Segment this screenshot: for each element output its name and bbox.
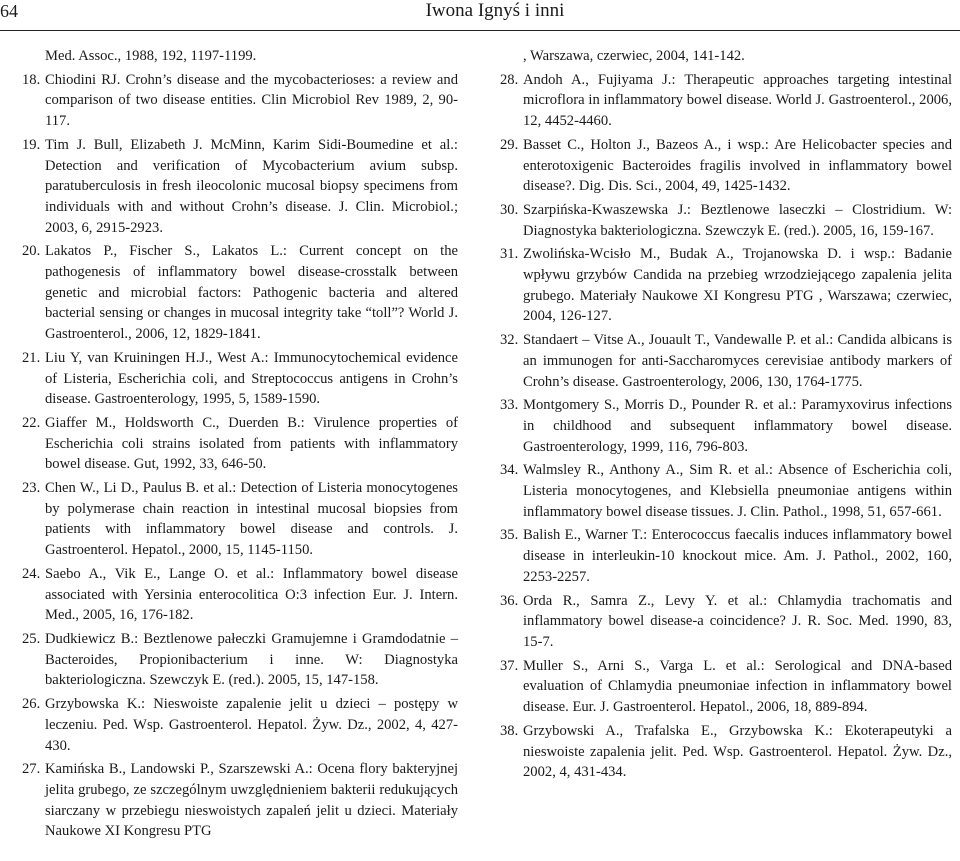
reference-text: Zwolińska-Wcisło M., Budak A., Trojanowska D. i wsp.: Badanie wpływu grzybów Candida na przebieg wrzodziejącego zapalenia jelita grubego. Materiały Naukowe XI Kongresu PTG , Warszawa; czerwiec, 2004, 126-127. (523, 246, 952, 325)
reference-number: 33. (500, 397, 519, 414)
reference-text: Kamińska B., Landowski P., Szarszewski A.: Ocena flory bakteryjnej jelita grubego, ze szczególnym uwzględnieniem bakterii redukujących siarczany w przebiegu nieswoistych zapaleń jelit u dzieci. Materiały Naukowe XI Kongresu PTG (45, 761, 458, 840)
reference-item (500, 70, 952, 132)
reference-item (22, 241, 458, 345)
reference-number: 34. (500, 462, 519, 479)
reference-text: Liu Y, van Kruiningen H.J., West A.: Immunocytochemical evidence of Listeria, Escherichia coli, and Streptococcus antigens in Crohn’s disease. Gastroenterology, 1995, 5, 1589-1590. (45, 349, 458, 408)
reference-text: Muller S., Arni S., Varga L. et al.: Serological and DNA-based evaluation of Chlamydia pneumoniae infection in inflammatory bowel disease. Eur. J. Gastroenterol. Hepatol., 2006, 18, 889-894. (523, 657, 952, 716)
reference-item (500, 200, 952, 241)
reference-text: Basset C., Holton J., Bazeos A., i wsp.: Are Helicobacter species and enterotoxigenic Bacteroides fragilis involved in inflammatory bowel disease?. Dig. Dis. Sci., 2004, 49, 1425-1432. (523, 136, 952, 195)
reference-text: Orda R., Samra Z., Levy Y. et al.: Chlamydia trachomatis and inflammatory bowel disease-a coincidence? J. R. Soc. Med. 1990, 83, 15-7. (523, 592, 952, 650)
reference-item (500, 135, 952, 197)
reference-number: 28. (500, 71, 519, 88)
reference-item (500, 525, 952, 587)
reference-text: , Warszawa, czerwiec, 2004, 141-142. (523, 48, 745, 64)
reference-number: 37. (500, 657, 519, 674)
reference-item (500, 460, 952, 522)
reference-number: 19. (22, 136, 41, 153)
reference-number: 18. (22, 71, 41, 88)
reference-item (500, 330, 952, 392)
page-header (0, 0, 960, 31)
reference-number: 22. (22, 414, 41, 431)
reference-text: Dudkiewicz B.: Beztlenowe pałeczki Gramujemne i Gramdodatnie – Bacteroides, Propionibacterium i inne. W: Diagnostyka bakteriologiczna. Szewczyk E. (red.). 2005, 15, 147-158. (45, 630, 458, 689)
reference-number: 23. (22, 480, 41, 497)
reference-item (500, 721, 952, 783)
reference-number: 29. (500, 136, 519, 153)
reference-text: Grzybowski A., Trafalska E., Grzybowska K.: Ekoterapeutyki a nieswoiste zapalenia jelit. Ped. Wsp. Gastroenterol. Hepatol. Żyw. Dz., 2002, 4, 431-434. (523, 722, 952, 781)
reference-number: 21. (22, 349, 41, 366)
reference-item (22, 348, 458, 410)
reference-text: Med. Assoc., 1988, 192, 1197-1199. (45, 48, 257, 64)
reference-text: Tim J. Bull, Elizabeth J. McMinn, Karim Sidi-Boumedine et al.: Detection and verification of Mycobacterium avium subsp. paratuberculosis in fresh ileocolonic mucosal biopsy specimens from individuals with and without Crohn’s disease. J. Clin. Microbiol.; 2003, 6, 2915-2923. (45, 136, 458, 236)
reference-item (500, 591, 952, 653)
reference-text: Lakatos P., Fischer S., Lakatos L.: Current concept on the pathogenesis of inflammatory bowel disease-crosstalk between genetic and microbial factors: Pathogenic bacteria and altered bacterial sensing or changes in mucosal integrity take “toll”? World J. Gastroenterol., 2006, 12, 1829-1841. (45, 243, 458, 343)
reference-item (22, 694, 458, 756)
reference-item (22, 629, 458, 691)
reference-text: Chiodini RJ. Crohn’s disease and the mycobacterioses: a review and comparison of two disease entities. Clin Microbiol Rev 1989, 2, 90-117. (45, 71, 458, 130)
reference-number: 35. (500, 527, 519, 544)
reference-item (500, 656, 952, 718)
reference-item (22, 564, 458, 626)
reference-item (22, 478, 458, 561)
references-left-column (22, 46, 458, 845)
reference-number: 36. (500, 592, 519, 609)
reference-text: Szarpińska-Kwaszewska J.: Beztlenowe laseczki – Clostridium. W: Diagnostyka bakteriologiczna. Szewczyk E. (red.). 2005, 16, 159-167. (523, 201, 952, 239)
reference-text: Chen W., Li D., Paulus B. et al.: Detection of Listeria monocytogenes by polymerase chain reaction in intestinal mucosal biopsies from patients with inflammatory bowel disease and controls. J. Gastroenterol. Hepatol., 2000, 15, 1145-1150. (45, 480, 458, 559)
reference-text: Montgomery S., Morris D., Pounder R. et al.: Paramyxovirus infections in childhood and subsequent inflammatory bowel disease. Gastroenterology, 1999, 116, 796-803. (523, 397, 952, 455)
reference-item (500, 244, 952, 327)
reference-text: Andoh A., Fujiyama J.: Therapeutic approaches targeting intestinal microflora in inflammatory bowel disease. World J. Gastroenterol., 2006, 12, 4452-4460. (523, 71, 952, 130)
reference-item (500, 395, 952, 457)
reference-item (22, 70, 458, 132)
reference-number: 26. (22, 696, 41, 713)
reference-text: Giaffer M., Holdsworth C., Duerden B.: Virulence properties of Escherichia coli strains isolated from patients with inflammatory bowel disease. Gut, 1992, 33, 646-50. (45, 414, 458, 473)
reference-text: Saebo A., Vik E., Lange O. et al.: Inflammatory bowel disease associated with Yersinia enterocolitica O:3 infection Eur. J. Intern. Med., 2005, 16, 176-182. (45, 565, 458, 624)
reference-item (22, 46, 458, 67)
reference-text: Standaert – Vitse A., Jouault T., Vandewalle P. et al.: Candida albicans is an immunogen for anti-Saccharomyces cerevisiae antibody markers of Crohn’s disease. Gastroenterology, 2006, 130, 1764-1775. (523, 332, 952, 390)
reference-number: 32. (500, 332, 519, 349)
reference-number: 25. (22, 630, 41, 647)
reference-text: Grzybowska K.: Nieswoiste zapalenie jelit u dzieci – postępy w leczeniu. Ped. Wsp. Gastroenterol. Hepatol. Żyw. Dz., 2002, 4, 427-430. (45, 696, 458, 754)
page-number: 64 (0, 1, 18, 21)
reference-item (22, 759, 458, 842)
reference-item (500, 46, 952, 67)
reference-number: 30. (500, 201, 519, 218)
references-right-column (500, 46, 952, 786)
reference-number: 20. (22, 243, 41, 260)
reference-text: Walmsley R., Anthony A., Sim R. et al.: Absence of Escherichia coli, Listeria monocytogenes, and Klebsiella pneumoniae antigens within inflammatory bowel disease tissues. J. Clin. Pathol., 1998, 51, 657-661. (523, 462, 952, 520)
reference-number: 38. (500, 722, 519, 739)
reference-number: 24. (22, 565, 41, 582)
reference-item (22, 413, 458, 475)
reference-item (22, 135, 458, 239)
running-title: Iwona Ignyś i inni (425, 0, 565, 21)
reference-number: 27. (22, 761, 41, 778)
reference-number: 31. (500, 246, 519, 263)
reference-text: Balish E., Warner T.: Enterococcus faecalis induces inflammatory bowel disease in interleukin-10 knockout mice. Am. J. Pathol., 2002, 160, 2253-2257. (523, 527, 952, 585)
